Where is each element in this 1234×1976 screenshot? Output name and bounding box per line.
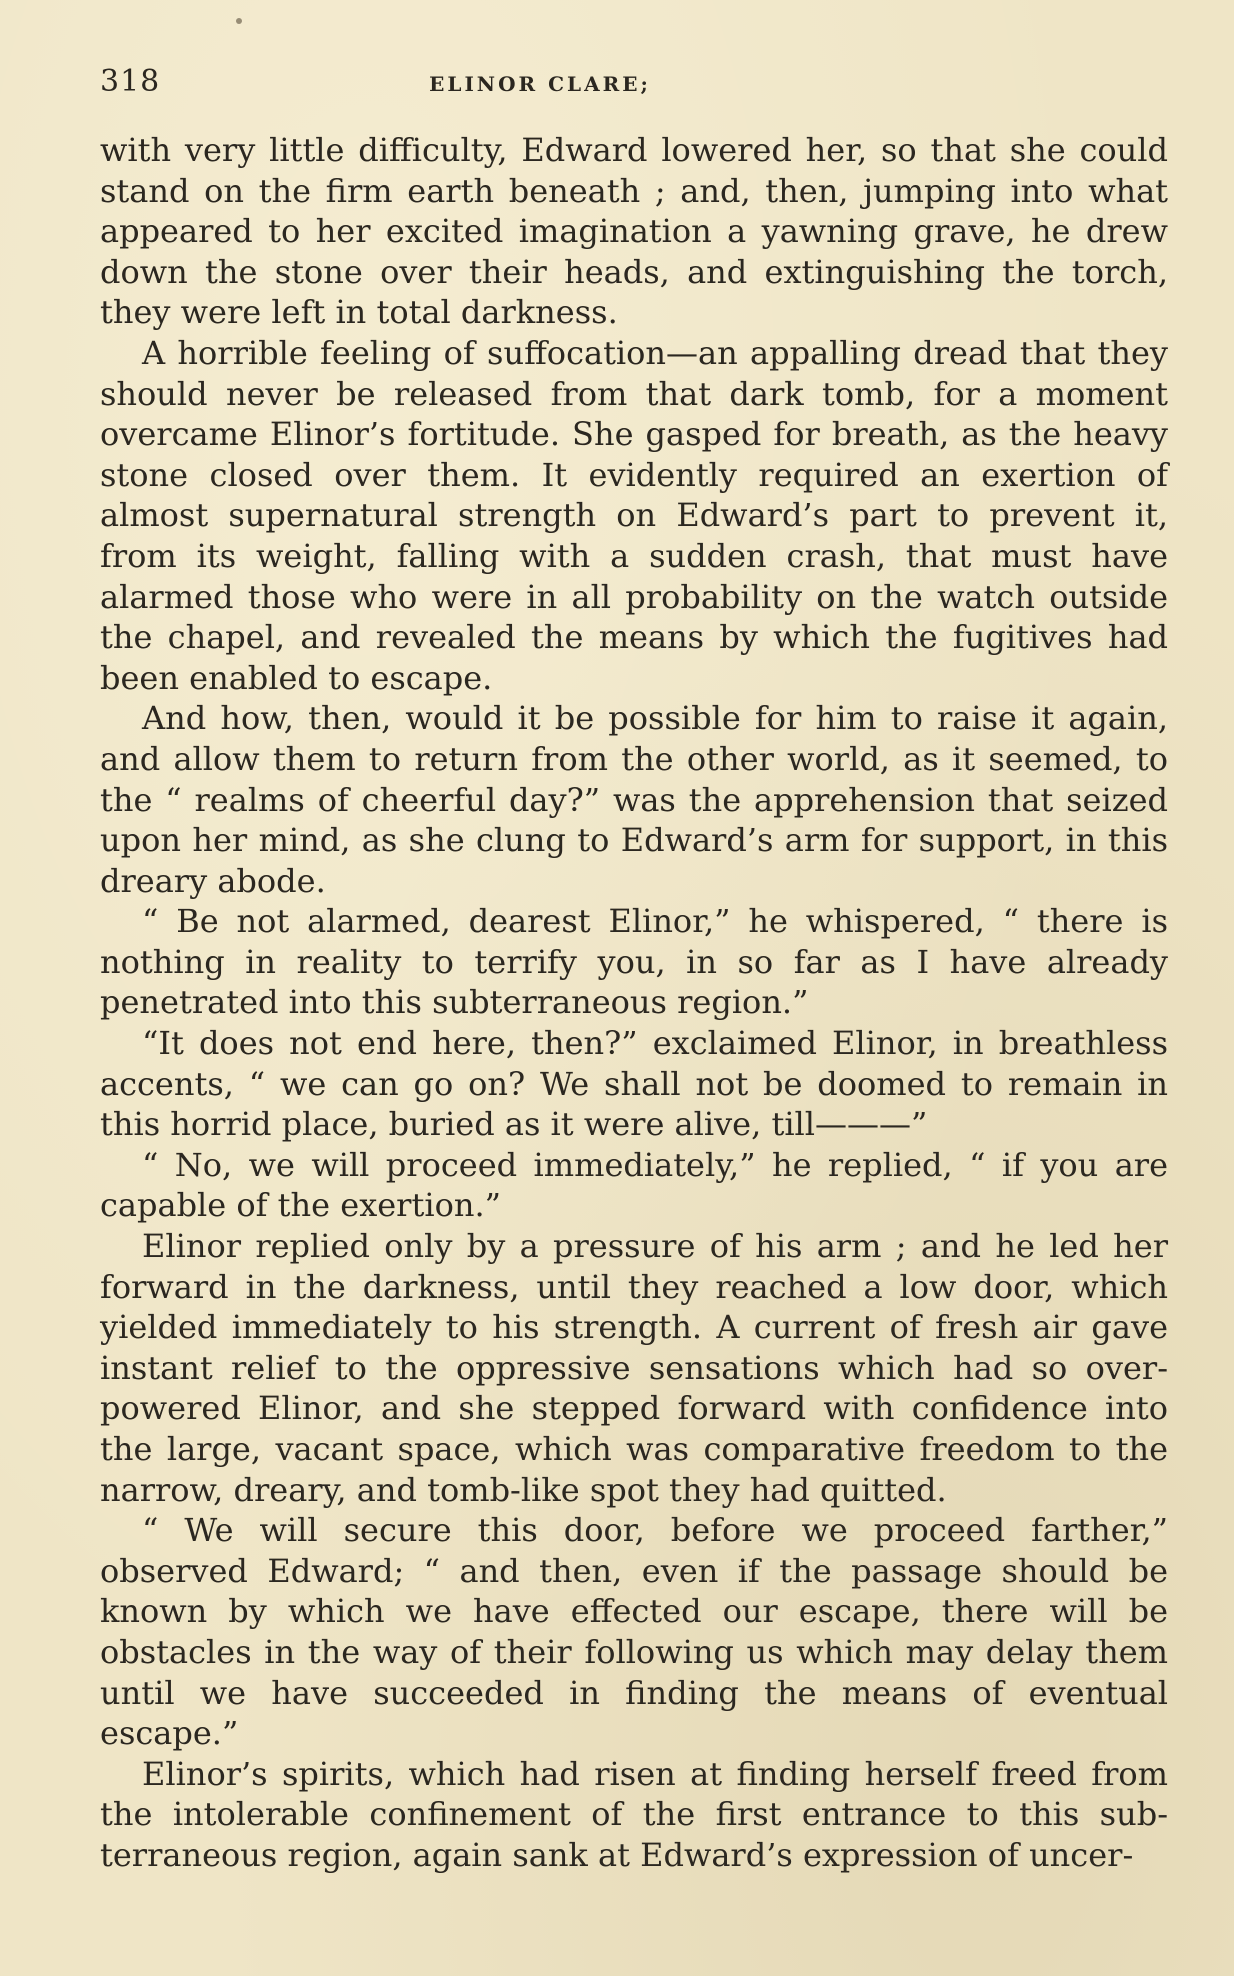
paragraph: A horrible feeling of suffocation—an appalling dread that they should never be released from that dark tomb, for a moment overcame Elinor’s fortitude. She gasped for breath, as the heavy stone closed over them. It evidently required an exertion of almost supernatural strength on Edward’s part to prevent it, from its weight, falling with a sudden crash, that must have alarmed those who were in all probability on the watch outside the chapel, and revealed the means by which the fugitives had been enabled to escape.: [100, 333, 1168, 697]
running-head: ELINOR CLARE;: [429, 72, 651, 96]
paragraph: Elinor replied only by a pressure of his arm ; and he led her forward in the darkness, until they reached a low door, which yielded immediately to his strength. A current of fresh air gave instant relief to the oppressive sensations which had so over-powered Elinor, and she stepped forward with confidence into the large, vacant space, which was comparative freedom to the narrow, dreary, and tomb-like spot they had quitted.: [100, 1227, 1168, 1509]
paragraph: “ Be not alarmed, dearest Elinor,” he whispered, “ there is nothing in reality to terrify you, in so far as I have already penetrated into this subterraneous region.”: [100, 902, 1168, 1022]
paragraph: “It does not end here, then?” exclaimed Elinor, in breathless accents, “ we can go on? We shall not be doomed to remain in this horrid place, buried as it were alive, till———”: [100, 1024, 1168, 1144]
paragraph: And how, then, would it be possible for him to raise it again, and allow them to return from the other world, as it seemed, to the “ realms of cheerful day?” was the apprehension that seized upon her mind, as she clung to Edward’s arm for support, in this dreary abode.: [100, 699, 1168, 900]
page-header: [100, 62, 1168, 102]
paragraph: with very little difficulty, Edward lowered her, so that she could stand on the firm earth beneath ; and, then, jumping into what appeared to her excited imagination a yawning grave, he drew down the stone over their heads, and extinguishing the torch, they were left in total darkness.: [100, 131, 1168, 332]
paragraph: “ We will secure this door, before we proceed farther,” observed Edward; “ and then, even if the passage should be known by which we have effected our escape, there will be obstacles in the way of their following us which may delay them until we have succeeded in finding the means of eventual escape.”: [100, 1511, 1168, 1753]
page-number: 318: [100, 64, 161, 99]
ink-speck: [236, 18, 242, 24]
paragraph: Elinor’s spirits, which had risen at finding herself freed from the intolerable confinement of the first entrance to this sub-terraneous region, again sank at Edward’s expression of uncer-: [100, 1754, 1168, 1874]
body-text: [100, 130, 1168, 1876]
paragraph: “ No, we will proceed immediately,” he replied, “ if you are capable of the exertion.”: [100, 1145, 1168, 1225]
